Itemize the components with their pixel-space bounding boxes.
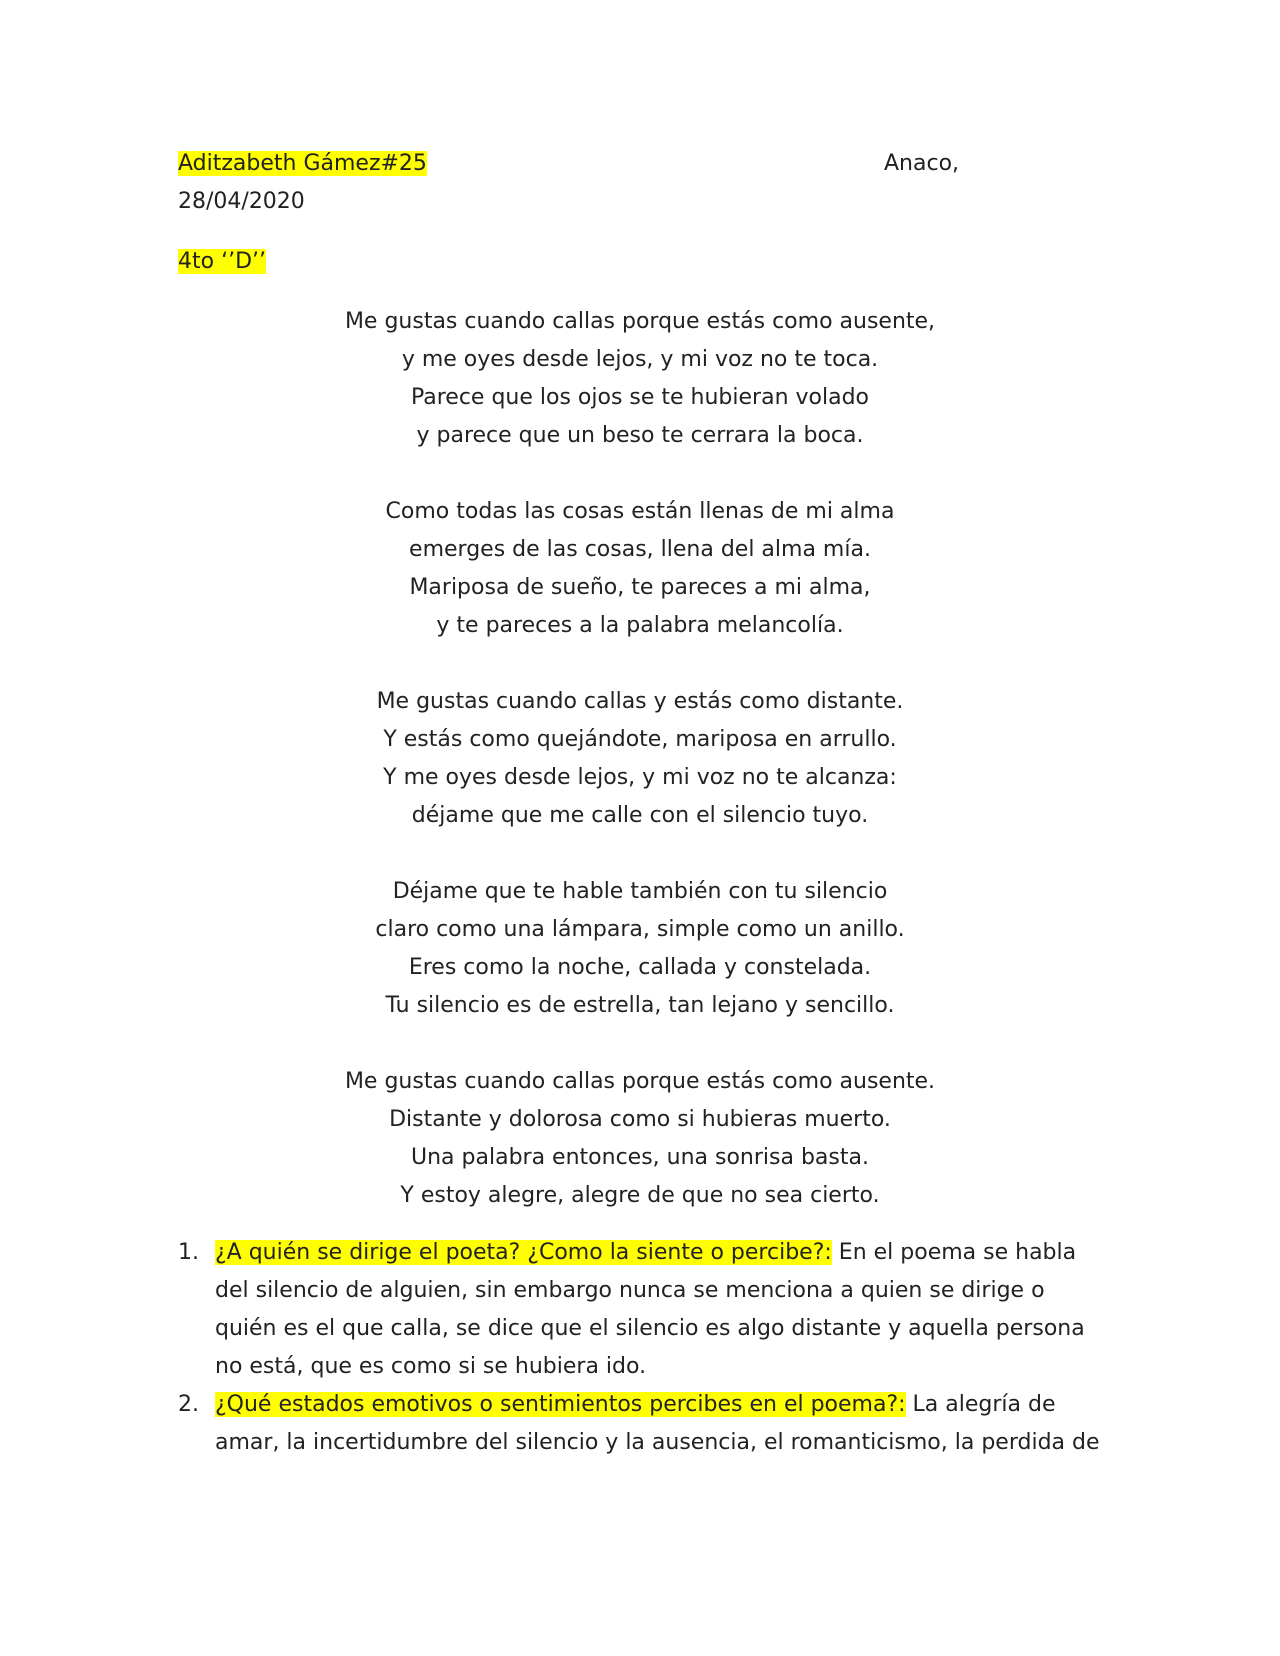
poem-stanza-2 xyxy=(178,493,1102,645)
poem-stanza-5 xyxy=(178,1063,1102,1215)
answer-text: La alegría de xyxy=(905,1392,1056,1417)
poem-verse: Me gustas cuando callas porque estás como ausente, xyxy=(344,309,936,334)
question-number: 2. xyxy=(178,1392,199,1417)
poem-verse: Y estoy alegre, alegre de que no sea cierto. xyxy=(400,1183,880,1208)
question-list xyxy=(178,1234,1098,1462)
answer-line: no está, que es como si se hubiera ido. xyxy=(215,1354,647,1379)
poem-stanza-4 xyxy=(178,873,1102,1025)
grade-line xyxy=(178,243,266,281)
question-line xyxy=(215,1386,1098,1424)
question-item-2 xyxy=(178,1386,1098,1462)
poem-verse: Una palabra entonces, una sonrisa basta. xyxy=(411,1145,869,1170)
poem-verse: Tu silencio es de estrella, tan lejano y sencillo. xyxy=(385,993,895,1018)
answer-line: quién es el que calla, se dice que el silencio es algo distante y aquella persona xyxy=(215,1316,1085,1341)
question-number: 1. xyxy=(178,1240,199,1265)
poem-verse: y parece que un beso te cerrara la boca. xyxy=(416,423,864,448)
poem-verse: emerges de las cosas, llena del alma mía. xyxy=(409,537,871,562)
poem-verse: Déjame que te hable también con tu silencio xyxy=(392,879,888,904)
answer-text: En el poema se habla xyxy=(831,1240,1077,1265)
poem-verse: Y estás como quejándote, mariposa en arrullo. xyxy=(383,727,897,752)
poem-verse: Y me oyes desde lejos, y mi voz no te alcanza: xyxy=(383,765,897,790)
poem-verse: Mariposa de sueño, te pareces a mi alma, xyxy=(409,575,871,600)
poem-verse: Me gustas cuando callas porque estás como ausente. xyxy=(344,1069,936,1094)
poem-stanza-1 xyxy=(178,303,1102,455)
poem-stanza-3 xyxy=(178,683,1102,835)
student-name: Aditzabeth Gámez#25 xyxy=(178,151,427,176)
answer-line: amar, la incertidumbre del silencio y la ausencia, el romanticismo, la perdida de xyxy=(215,1430,1100,1455)
poem-verse: Parece que los ojos se te hubieran volado xyxy=(410,385,870,410)
question-text: ¿A quién se dirige el poeta? ¿Como la siente o percibe?: xyxy=(215,1240,832,1265)
answer-line: del silencio de alguien, sin embargo nunca se menciona a quien se dirige o xyxy=(215,1278,1045,1303)
student-name-line xyxy=(178,145,427,183)
poem-verse: y te pareces a la palabra melancolía. xyxy=(436,613,844,638)
question-line xyxy=(215,1234,1098,1272)
poem-verse: claro como una lámpara, simple como un anillo. xyxy=(375,917,905,942)
grade-label: 4to ‘’D’’ xyxy=(178,249,266,274)
question-item-1 xyxy=(178,1234,1098,1386)
poem-verse: Eres como la noche, callada y constelada. xyxy=(408,955,872,980)
location-label: Anaco, xyxy=(884,151,960,176)
question-text: ¿Qué estados emotivos o sentimientos percibes en el poema?: xyxy=(215,1392,906,1417)
poem-verse: Me gustas cuando callas y estás como distante. xyxy=(376,689,904,714)
poem-verse: y me oyes desde lejos, y mi voz no te toca. xyxy=(401,347,879,372)
poem-verse: Como todas las cosas están llenas de mi alma xyxy=(385,499,895,524)
date-label: 28/04/2020 xyxy=(178,189,305,214)
poem xyxy=(178,303,1102,1215)
poem-verse: Distante y dolorosa como si hubieras muerto. xyxy=(389,1107,891,1132)
poem-verse: déjame que me calle con el silencio tuyo. xyxy=(411,803,869,828)
